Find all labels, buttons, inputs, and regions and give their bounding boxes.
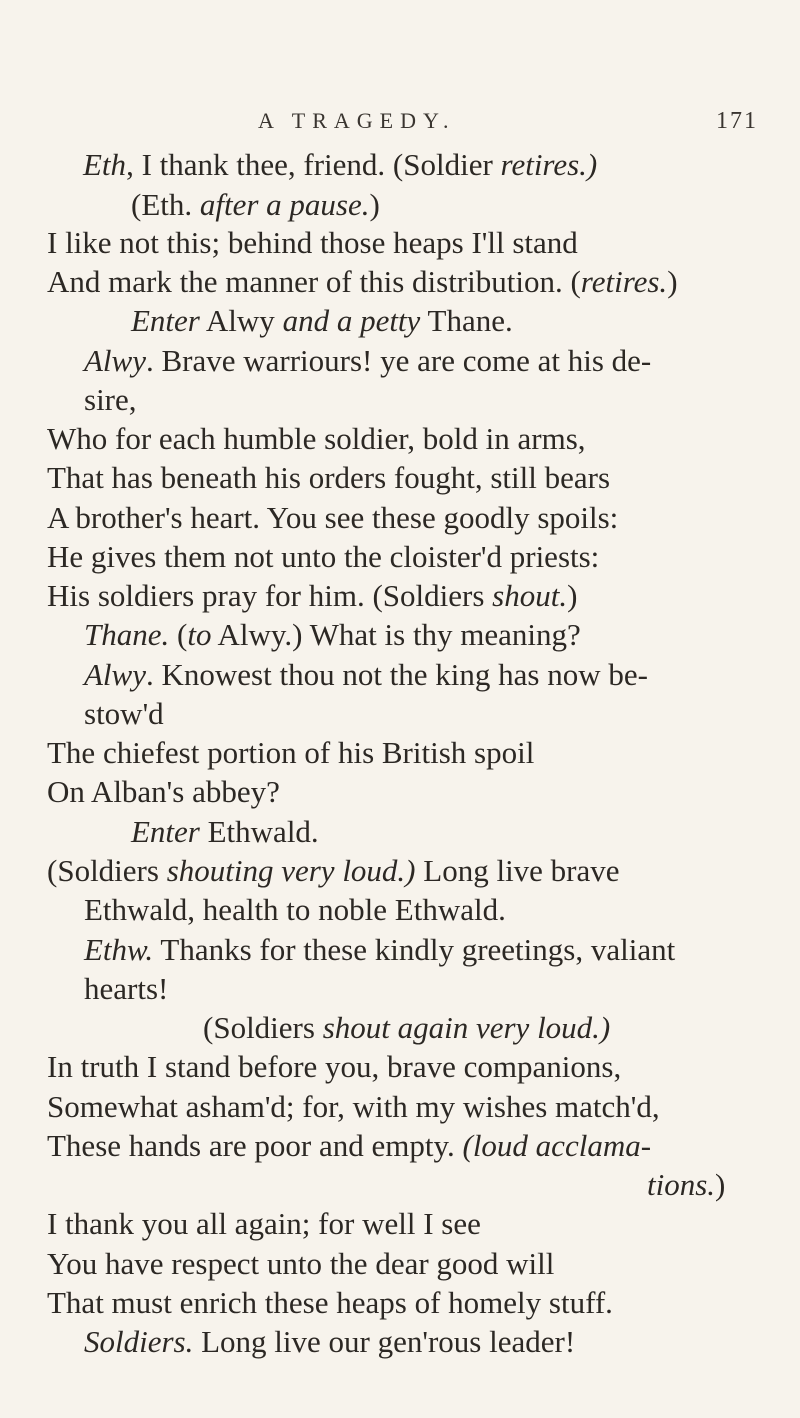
stage-direction: Enter Ethwald. xyxy=(131,814,319,849)
text-line: hearts! xyxy=(84,971,169,1006)
text-line: Eth, I thank thee, friend. (Soldier retires.) xyxy=(83,147,598,182)
text-line: I like not this; behind those heaps I'll stand xyxy=(47,225,578,260)
page-number: 171 xyxy=(716,108,758,134)
text-line: Who for each humble soldier, bold in arms, xyxy=(47,421,586,456)
text-line: That has beneath his orders fought, still bears xyxy=(47,460,611,495)
text-line: On Alban's abbey? xyxy=(47,774,280,809)
text-line: Somewhat asham'd; for, with my wishes match'd, xyxy=(47,1089,660,1124)
text-line: Alwy. Brave warriours! ye are come at his de- xyxy=(84,343,652,378)
stage-direction: (Soldiers shout again very loud.) xyxy=(203,1010,611,1045)
text-line: A brother's heart. You see these goodly spoils: xyxy=(47,500,619,535)
text-line: And mark the manner of this distribution. (retires.) xyxy=(47,264,678,299)
text-line: Ethw. Thanks for these kindly greetings, valiant xyxy=(84,932,676,967)
text-line: These hands are poor and empty. (loud acclama- xyxy=(47,1128,652,1163)
text-line: stow'd xyxy=(84,696,164,731)
text-line: I thank you all again; for well I see xyxy=(47,1206,481,1241)
text-line: sire, xyxy=(84,382,137,417)
text-line: That must enrich these heaps of homely stuff. xyxy=(47,1285,613,1320)
text-line: You have respect unto the dear good will xyxy=(47,1246,555,1281)
stage-direction: (Eth. after a pause.) xyxy=(131,187,380,222)
text-line: Thane. (to Alwy.) What is thy meaning? xyxy=(84,617,581,652)
text-line: (Soldiers shouting very loud.) Long live brave xyxy=(47,853,620,888)
stage-direction: Enter Alwy and a petty Thane. xyxy=(131,303,513,338)
text-line: Soldiers. Long live our gen'rous leader! xyxy=(84,1324,576,1359)
running-title: A TRAGEDY. xyxy=(258,108,456,133)
text-line: Alwy. Knowest thou not the king has now be- xyxy=(84,657,648,692)
text-line: He gives them not unto the cloister'd priests: xyxy=(47,539,600,574)
text-line: Ethwald, health to noble Ethwald. xyxy=(84,892,506,927)
text-line: In truth I stand before you, brave companions, xyxy=(47,1049,622,1084)
page-header xyxy=(0,108,800,148)
stage-direction: tions.) xyxy=(647,1167,726,1202)
text-line: His soldiers pray for him. (Soldiers shout.) xyxy=(47,578,578,613)
text-line: The chiefest portion of his British spoil xyxy=(47,735,535,770)
